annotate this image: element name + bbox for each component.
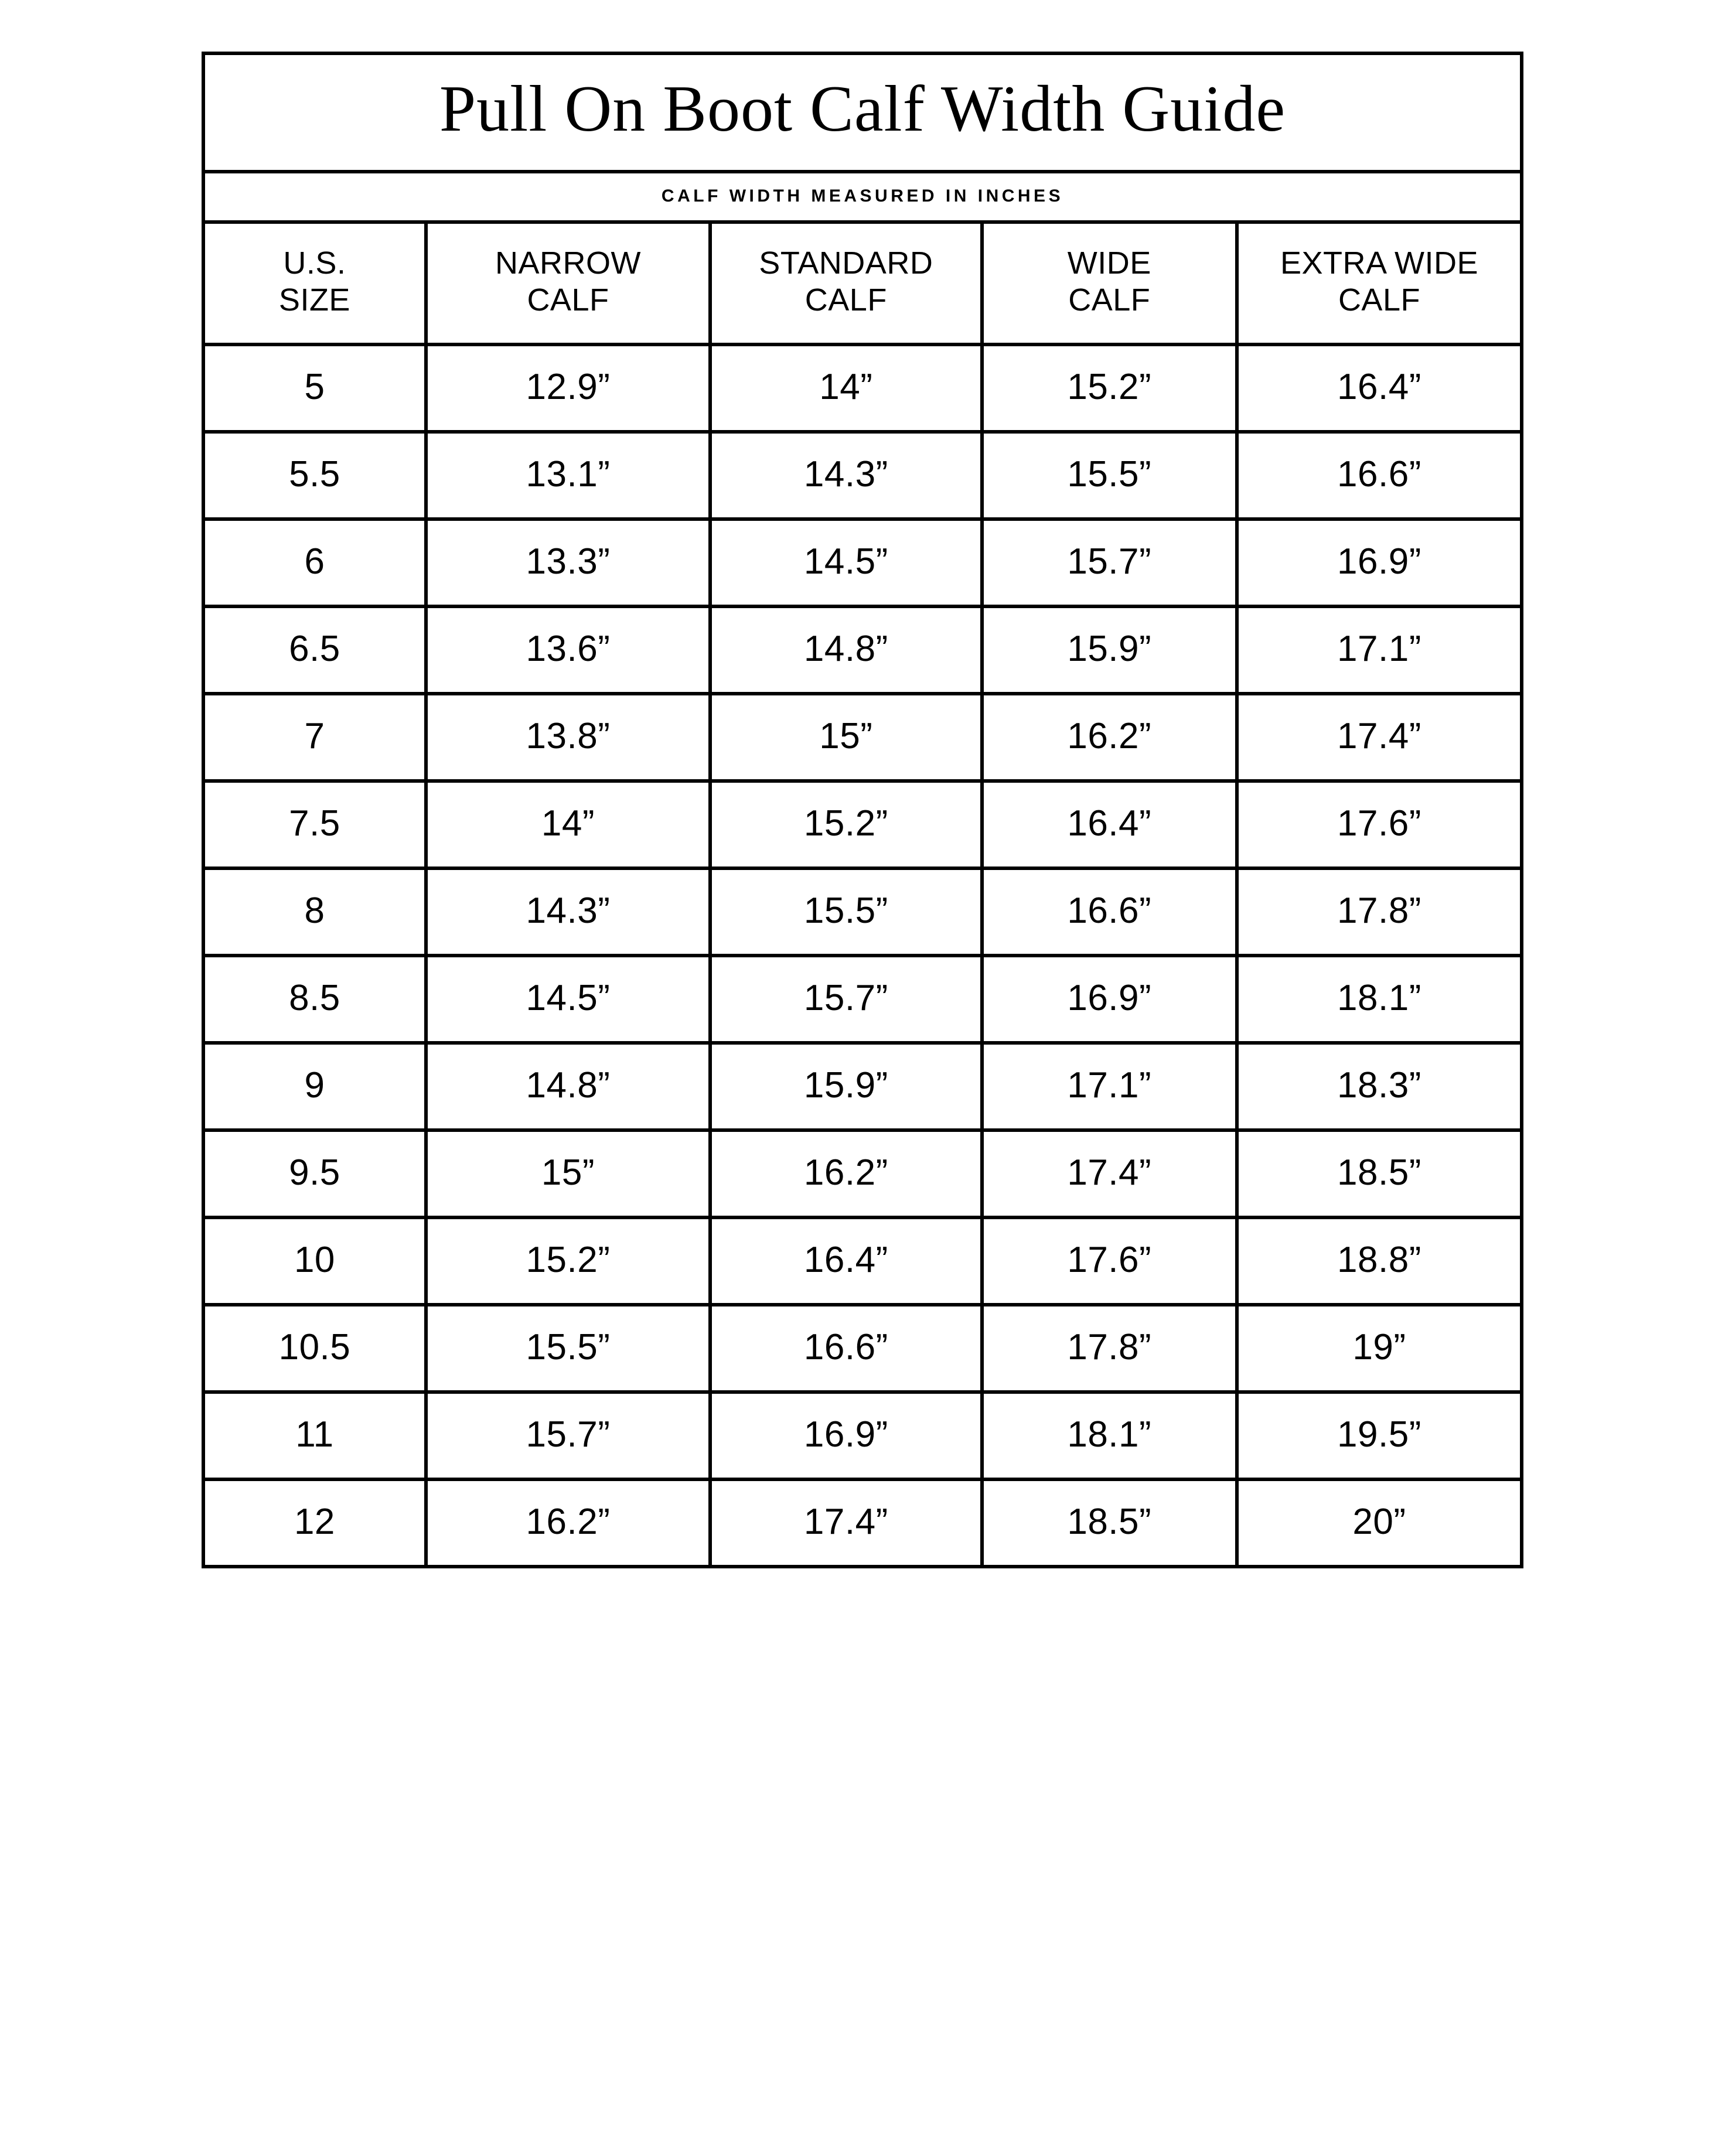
cell-wide: 18.5” bbox=[982, 1479, 1237, 1567]
table-row bbox=[205, 694, 1520, 781]
table-row bbox=[205, 1130, 1520, 1217]
cell-us-size: 9.5 bbox=[205, 1130, 426, 1217]
cell-standard: 14” bbox=[710, 344, 982, 432]
cell-extra-wide: 18.5” bbox=[1237, 1130, 1520, 1217]
cell-wide: 16.2” bbox=[982, 694, 1237, 781]
cell-standard: 14.8” bbox=[710, 606, 982, 694]
cell-wide: 15.9” bbox=[982, 606, 1237, 694]
column-header-extra-wide-calf bbox=[1237, 224, 1520, 344]
cell-narrow: 15.2” bbox=[426, 1217, 710, 1305]
column-header-line-1: WIDE bbox=[1067, 245, 1151, 281]
title-row bbox=[205, 55, 1520, 173]
cell-extra-wide: 18.8” bbox=[1237, 1217, 1520, 1305]
cell-us-size: 5.5 bbox=[205, 432, 426, 519]
cell-us-size: 7.5 bbox=[205, 781, 426, 868]
table-row bbox=[205, 1043, 1520, 1130]
table-row bbox=[205, 1479, 1520, 1567]
calf-width-table bbox=[205, 224, 1520, 1568]
table-row bbox=[205, 1305, 1520, 1392]
column-header-line-2: CALF bbox=[527, 282, 609, 318]
table-row bbox=[205, 956, 1520, 1043]
column-header-line-2: CALF bbox=[1068, 282, 1151, 318]
cell-extra-wide: 20” bbox=[1237, 1479, 1520, 1567]
column-header-line-2: CALF bbox=[1338, 282, 1420, 318]
cell-narrow: 13.1” bbox=[426, 432, 710, 519]
cell-wide: 16.6” bbox=[982, 868, 1237, 956]
subtitle-row bbox=[205, 173, 1520, 224]
cell-narrow: 15.7” bbox=[426, 1392, 710, 1479]
cell-extra-wide: 18.1” bbox=[1237, 956, 1520, 1043]
page-title: Pull On Boot Calf Width Guide bbox=[439, 73, 1286, 145]
cell-wide: 15.2” bbox=[982, 344, 1237, 432]
cell-extra-wide: 16.9” bbox=[1237, 519, 1520, 606]
cell-us-size: 8.5 bbox=[205, 956, 426, 1043]
cell-wide: 15.5” bbox=[982, 432, 1237, 519]
cell-wide: 17.6” bbox=[982, 1217, 1237, 1305]
cell-us-size: 6 bbox=[205, 519, 426, 606]
cell-standard: 16.9” bbox=[710, 1392, 982, 1479]
column-header-line-2: SIZE bbox=[278, 282, 350, 318]
cell-wide: 17.1” bbox=[982, 1043, 1237, 1130]
cell-wide: 16.4” bbox=[982, 781, 1237, 868]
cell-extra-wide: 19” bbox=[1237, 1305, 1520, 1392]
column-header-line-1: STANDARD bbox=[759, 245, 933, 281]
table-row bbox=[205, 781, 1520, 868]
column-header-line-2: CALF bbox=[804, 282, 887, 318]
table-row bbox=[205, 432, 1520, 519]
cell-narrow: 15” bbox=[426, 1130, 710, 1217]
cell-wide: 16.9” bbox=[982, 956, 1237, 1043]
cell-extra-wide: 16.6” bbox=[1237, 432, 1520, 519]
cell-standard: 16.4” bbox=[710, 1217, 982, 1305]
cell-us-size: 10.5 bbox=[205, 1305, 426, 1392]
cell-narrow: 14.8” bbox=[426, 1043, 710, 1130]
cell-us-size: 12 bbox=[205, 1479, 426, 1567]
cell-standard: 15.2” bbox=[710, 781, 982, 868]
table-row bbox=[205, 606, 1520, 694]
table-row bbox=[205, 1217, 1520, 1305]
size-chart bbox=[202, 52, 1523, 1568]
column-header-us-size bbox=[205, 224, 426, 344]
cell-extra-wide: 17.6” bbox=[1237, 781, 1520, 868]
cell-extra-wide: 17.8” bbox=[1237, 868, 1520, 956]
cell-wide: 17.4” bbox=[982, 1130, 1237, 1217]
cell-us-size: 6.5 bbox=[205, 606, 426, 694]
cell-standard: 17.4” bbox=[710, 1479, 982, 1567]
cell-standard: 14.3” bbox=[710, 432, 982, 519]
cell-standard: 15.9” bbox=[710, 1043, 982, 1130]
cell-us-size: 8 bbox=[205, 868, 426, 956]
cell-wide: 18.1” bbox=[982, 1392, 1237, 1479]
cell-narrow: 14” bbox=[426, 781, 710, 868]
table-body bbox=[205, 344, 1520, 1567]
column-header-wide-calf bbox=[982, 224, 1237, 344]
cell-standard: 15.7” bbox=[710, 956, 982, 1043]
column-header-line-1: U.S. bbox=[283, 245, 346, 281]
column-header-line-1: NARROW bbox=[495, 245, 641, 281]
cell-narrow: 16.2” bbox=[426, 1479, 710, 1567]
cell-extra-wide: 19.5” bbox=[1237, 1392, 1520, 1479]
cell-extra-wide: 17.1” bbox=[1237, 606, 1520, 694]
cell-extra-wide: 18.3” bbox=[1237, 1043, 1520, 1130]
cell-narrow: 13.6” bbox=[426, 606, 710, 694]
cell-narrow: 14.5” bbox=[426, 956, 710, 1043]
table-row bbox=[205, 1392, 1520, 1479]
column-header-narrow-calf bbox=[426, 224, 710, 344]
cell-narrow: 13.8” bbox=[426, 694, 710, 781]
cell-standard: 15” bbox=[710, 694, 982, 781]
cell-wide: 17.8” bbox=[982, 1305, 1237, 1392]
cell-us-size: 7 bbox=[205, 694, 426, 781]
cell-extra-wide: 16.4” bbox=[1237, 344, 1520, 432]
cell-wide: 15.7” bbox=[982, 519, 1237, 606]
cell-standard: 14.5” bbox=[710, 519, 982, 606]
table-header bbox=[205, 224, 1520, 344]
table-row bbox=[205, 519, 1520, 606]
cell-narrow: 12.9” bbox=[426, 344, 710, 432]
column-header-line-1: EXTRA WIDE bbox=[1280, 245, 1478, 281]
column-header-standard-calf bbox=[710, 224, 982, 344]
cell-us-size: 9 bbox=[205, 1043, 426, 1130]
table-header-row bbox=[205, 224, 1520, 344]
cell-extra-wide: 17.4” bbox=[1237, 694, 1520, 781]
cell-us-size: 5 bbox=[205, 344, 426, 432]
page-subtitle: CALF WIDTH MEASURED IN INCHES bbox=[661, 186, 1064, 206]
table-row bbox=[205, 344, 1520, 432]
cell-narrow: 14.3” bbox=[426, 868, 710, 956]
table-row bbox=[205, 868, 1520, 956]
cell-us-size: 11 bbox=[205, 1392, 426, 1479]
cell-narrow: 15.5” bbox=[426, 1305, 710, 1392]
cell-standard: 15.5” bbox=[710, 868, 982, 956]
cell-standard: 16.2” bbox=[710, 1130, 982, 1217]
cell-us-size: 10 bbox=[205, 1217, 426, 1305]
cell-standard: 16.6” bbox=[710, 1305, 982, 1392]
cell-narrow: 13.3” bbox=[426, 519, 710, 606]
